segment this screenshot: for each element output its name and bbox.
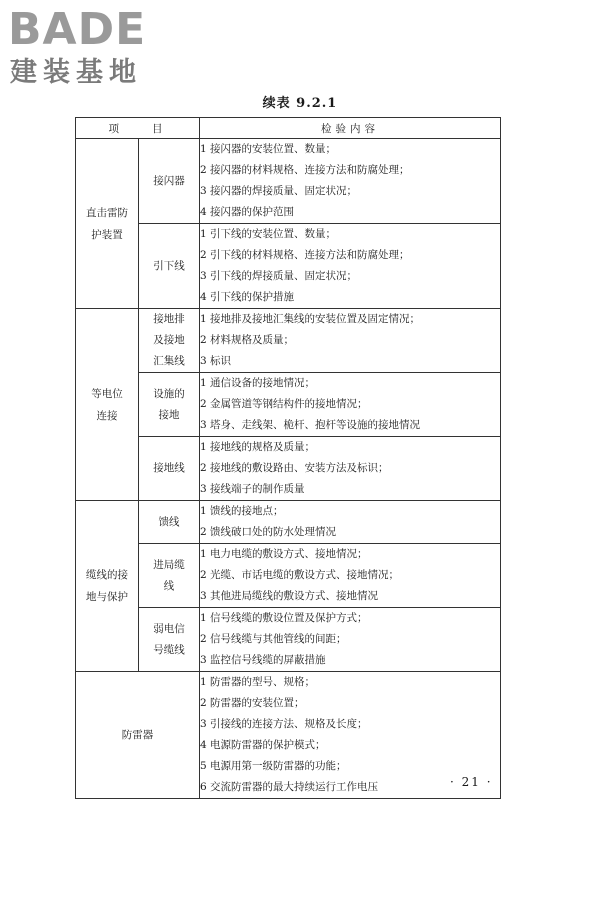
content-line: 1 接闪器的安装位置、数量； [200, 143, 337, 155]
subitem-label-text: 弱电信 号缆线 [153, 622, 185, 656]
content-line: 2 接地线的敷设路由、安装方法及标识； [200, 462, 389, 474]
table-caption: 续表 9.2.1 [262, 96, 338, 111]
table-row [76, 544, 501, 608]
header-item: 项 目 [76, 118, 200, 139]
logo-wordmark: BADE [8, 4, 147, 55]
group-label-text: 缆线的接 地与保护 [86, 569, 128, 603]
subitem-label [139, 309, 200, 373]
table-row [76, 309, 501, 373]
content-line: 1 馈线的接地点； [200, 505, 284, 517]
table-row [76, 501, 501, 544]
subitem-label-text: 接地线 [153, 462, 185, 474]
content-line: 2 引下线的材料规格、连接方法和防腐处理； [200, 249, 410, 261]
content-line: 1 通信设备的接地情况； [200, 377, 316, 389]
table-body [76, 139, 501, 799]
subitem-label [139, 501, 200, 544]
content-line: 2 信号线缆与其他管线的间距； [200, 633, 347, 645]
table-row [76, 437, 501, 501]
group-label [76, 501, 139, 672]
content-line: 1 引下线的安装位置、数量； [200, 228, 337, 240]
inspection-content [200, 544, 501, 608]
content-line: 2 光缆、市话电缆的敷设方式、接地情况； [200, 569, 400, 581]
group-label-text: 防雷器 [121, 729, 154, 741]
group-label [76, 139, 139, 309]
content-line: 2 接闪器的材料规格、连接方法和防腐处理； [200, 164, 410, 176]
header-content: 检验内容 [200, 118, 501, 139]
group-label-text: 直击雷防 护装置 [86, 206, 128, 241]
inspection-content [200, 608, 501, 672]
table-row [76, 373, 501, 437]
table-row [76, 608, 501, 672]
subitem-label [139, 139, 200, 224]
content-line: 3 塔身、走线架、桅杆、抱杆等设施的接地情况 [200, 419, 421, 431]
content-line: 1 信号线缆的敷设位置及保护方式； [200, 612, 368, 624]
content-line: 4 接闪器的保护范围 [200, 206, 295, 218]
subitem-label [139, 608, 200, 672]
content-line: 3 引接线的连接方法、规格及长度； [200, 718, 368, 730]
table-header-row [76, 118, 501, 139]
subitem-label-text: 引下线 [153, 259, 185, 272]
inspection-content [200, 224, 501, 309]
content-line: 2 材料规格及质量； [200, 334, 295, 346]
inspection-content [200, 309, 501, 373]
content-line: 5 电源用第一级防雷器的功能； [200, 760, 347, 772]
content-line: 3 监控信号线缆的屏蔽措施 [200, 654, 326, 666]
page-number: · 21 · [450, 775, 493, 789]
content-line: 1 防雷器的型号、规格； [200, 676, 316, 688]
content-line: 2 金属管道等钢结构件的接地情况； [200, 398, 368, 410]
subitem-label-text: 设施的 接地 [153, 387, 185, 421]
subitem-label [139, 224, 200, 309]
content-line: 3 其他进局缆线的敷设方式、接地情况 [200, 590, 379, 602]
bade-logo [8, 4, 178, 92]
content-line: 1 接地排及接地汇集线的安装位置及固定情况； [200, 313, 421, 325]
group-label [76, 672, 200, 799]
table-row [76, 672, 501, 799]
table-row [76, 139, 501, 224]
subitem-label-text: 接地排 及接地 汇集线 [153, 313, 185, 367]
content-line: 4 电源防雷器的保护模式； [200, 739, 326, 751]
inspection-content [200, 501, 501, 544]
content-line: 1 接地线的规格及质量； [200, 441, 316, 453]
subitem-label [139, 437, 200, 501]
content-line: 3 接线端子的制作质量 [200, 483, 305, 495]
content-line: 2 防雷器的安装位置； [200, 697, 305, 709]
inspection-content [200, 437, 501, 501]
group-label [76, 309, 139, 501]
content-line: 1 电力电缆的敷设方式、接地情况； [200, 548, 368, 560]
inspection-table [75, 117, 501, 799]
table-row [76, 224, 501, 309]
subitem-label [139, 373, 200, 437]
content-line: 3 接闪器的焊接质量、固定状况； [200, 185, 358, 197]
subitem-label-text: 进局缆 线 [153, 558, 185, 592]
subitem-label-text: 馈线 [158, 515, 180, 528]
content-line: 3 标识 [200, 355, 232, 367]
inspection-content [200, 373, 501, 437]
subitem-label-text: 接闪器 [153, 174, 185, 187]
logo-subtitle: 建装基地 [10, 57, 142, 88]
group-label-text: 等电位 连接 [91, 387, 123, 422]
inspection-content [200, 139, 501, 224]
content-line: 4 引下线的保护措施 [200, 291, 295, 303]
content-line: 6 交流防雷器的最大持续运行工作电压 [200, 781, 379, 793]
content-line: 3 引下线的焊接质量、固定状况； [200, 270, 358, 282]
subitem-label [139, 544, 200, 608]
content-line: 2 馈线破口处的防水处理情况 [200, 526, 337, 538]
